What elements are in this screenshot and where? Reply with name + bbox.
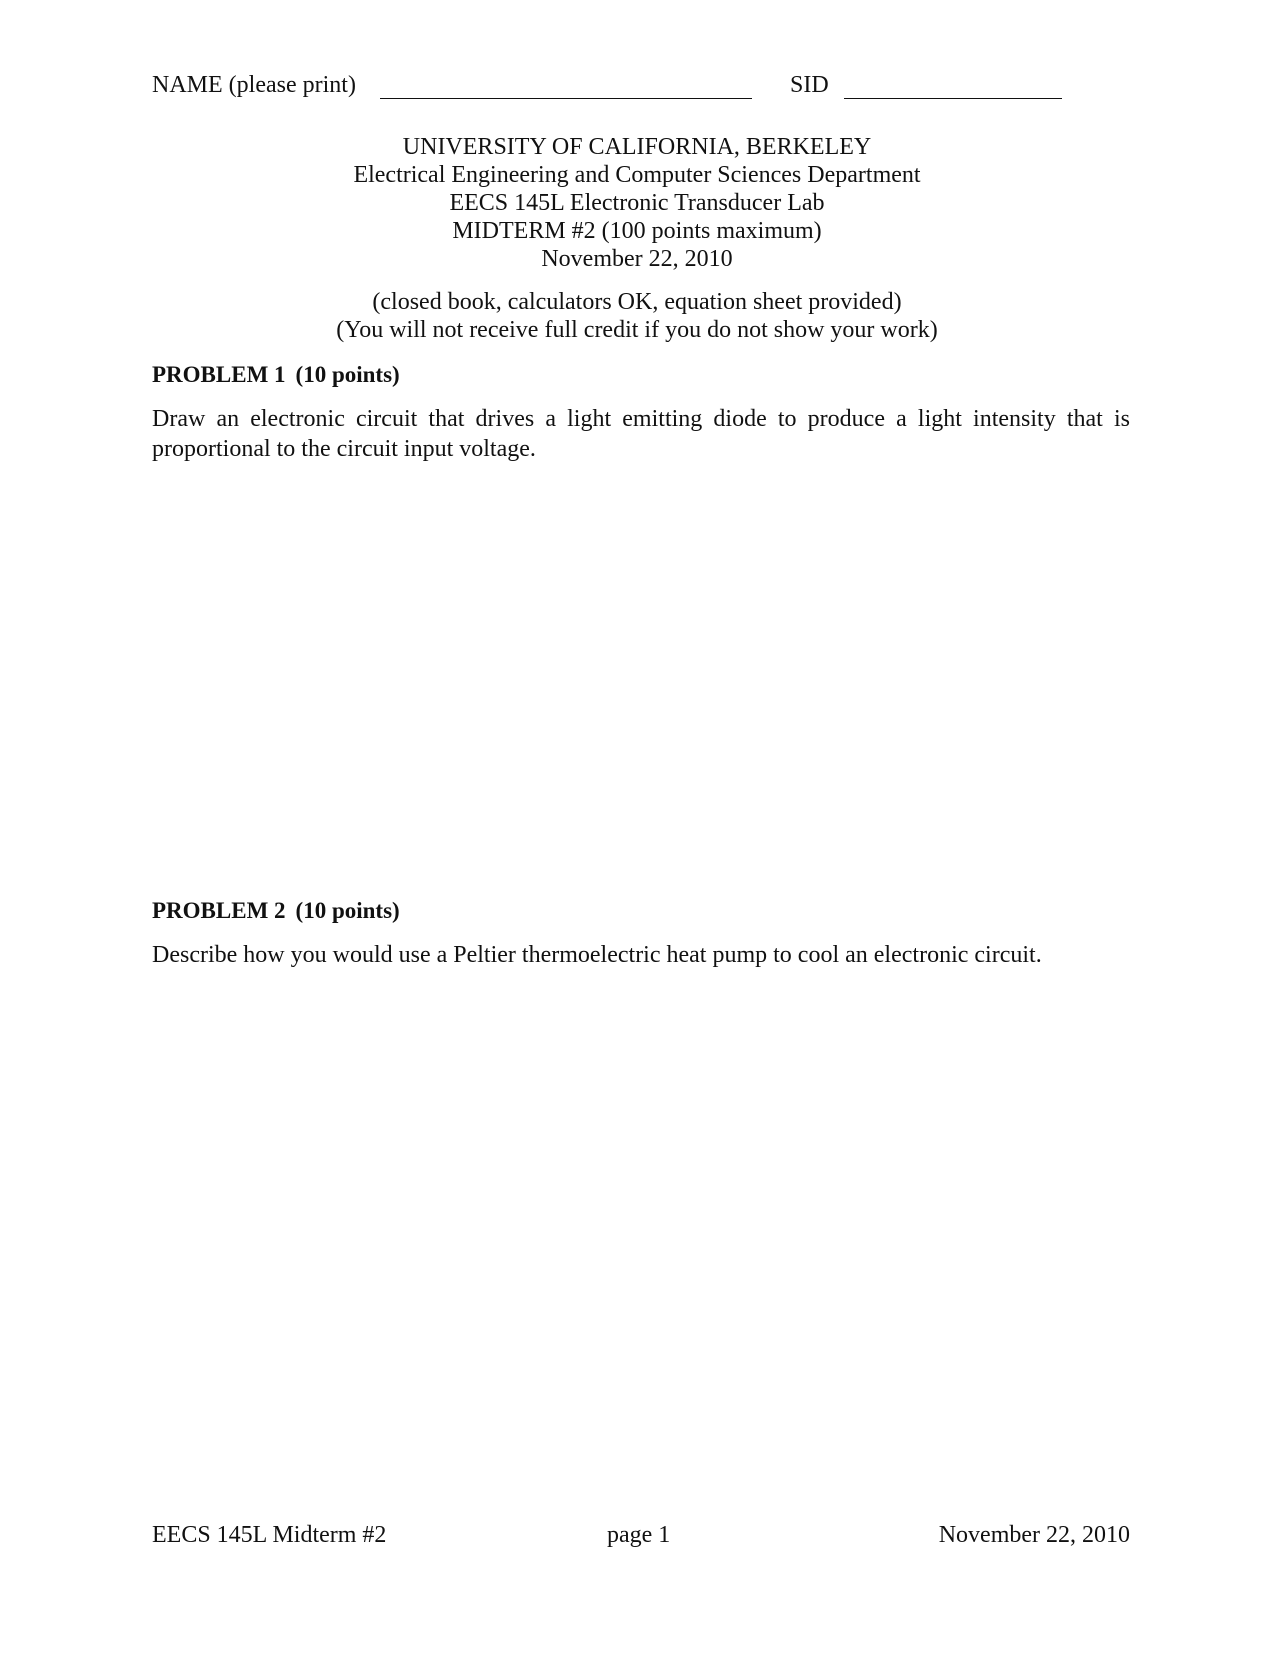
department-name: Electrical Engineering and Computer Sciences Department [353, 162, 921, 188]
exam-instructions [152, 288, 1122, 344]
instruction-line-2: (You will not receive full credit if you do not show your work) [336, 317, 938, 343]
exam-title-block [152, 133, 1122, 273]
problem-2-label: PROBLEM 2 [152, 898, 286, 923]
name-field-line [380, 98, 752, 99]
course-name: EECS 145L Electronic Transducer Lab [449, 190, 825, 216]
footer-date: November 22, 2010 [938, 1522, 1130, 1548]
page-footer [152, 1522, 1130, 1554]
problem-1-heading [152, 362, 400, 388]
problem-2-text: Describe how you would use a Peltier thermoelectric heat pump to cool an electronic circuit. [152, 942, 1042, 968]
sid-label: SID [790, 72, 829, 98]
footer-page-number: page 1 [607, 1522, 671, 1548]
instruction-line-1: (closed book, calculators OK, equation sheet provided) [372, 289, 902, 315]
name-sid-row [152, 72, 1082, 106]
footer-course: EECS 145L Midterm #2 [152, 1522, 387, 1548]
problem-1-text: Draw an electronic circuit that drives a light emitting diode to produce a light intensity that is proportional to the circuit input voltage. [152, 406, 1130, 462]
problem-1-points: (10 points) [295, 362, 400, 387]
problem-1-label: PROBLEM 1 [152, 362, 286, 387]
problem-2-points: (10 points) [295, 898, 400, 923]
university-name: UNIVERSITY OF CALIFORNIA, BERKELEY [402, 134, 872, 160]
problem-2-heading [152, 898, 400, 924]
exam-date: November 22, 2010 [541, 246, 733, 272]
name-label: NAME (please print) [152, 72, 356, 98]
sid-field-line [844, 98, 1062, 99]
exam-name: MIDTERM #2 (100 points maximum) [452, 218, 822, 244]
